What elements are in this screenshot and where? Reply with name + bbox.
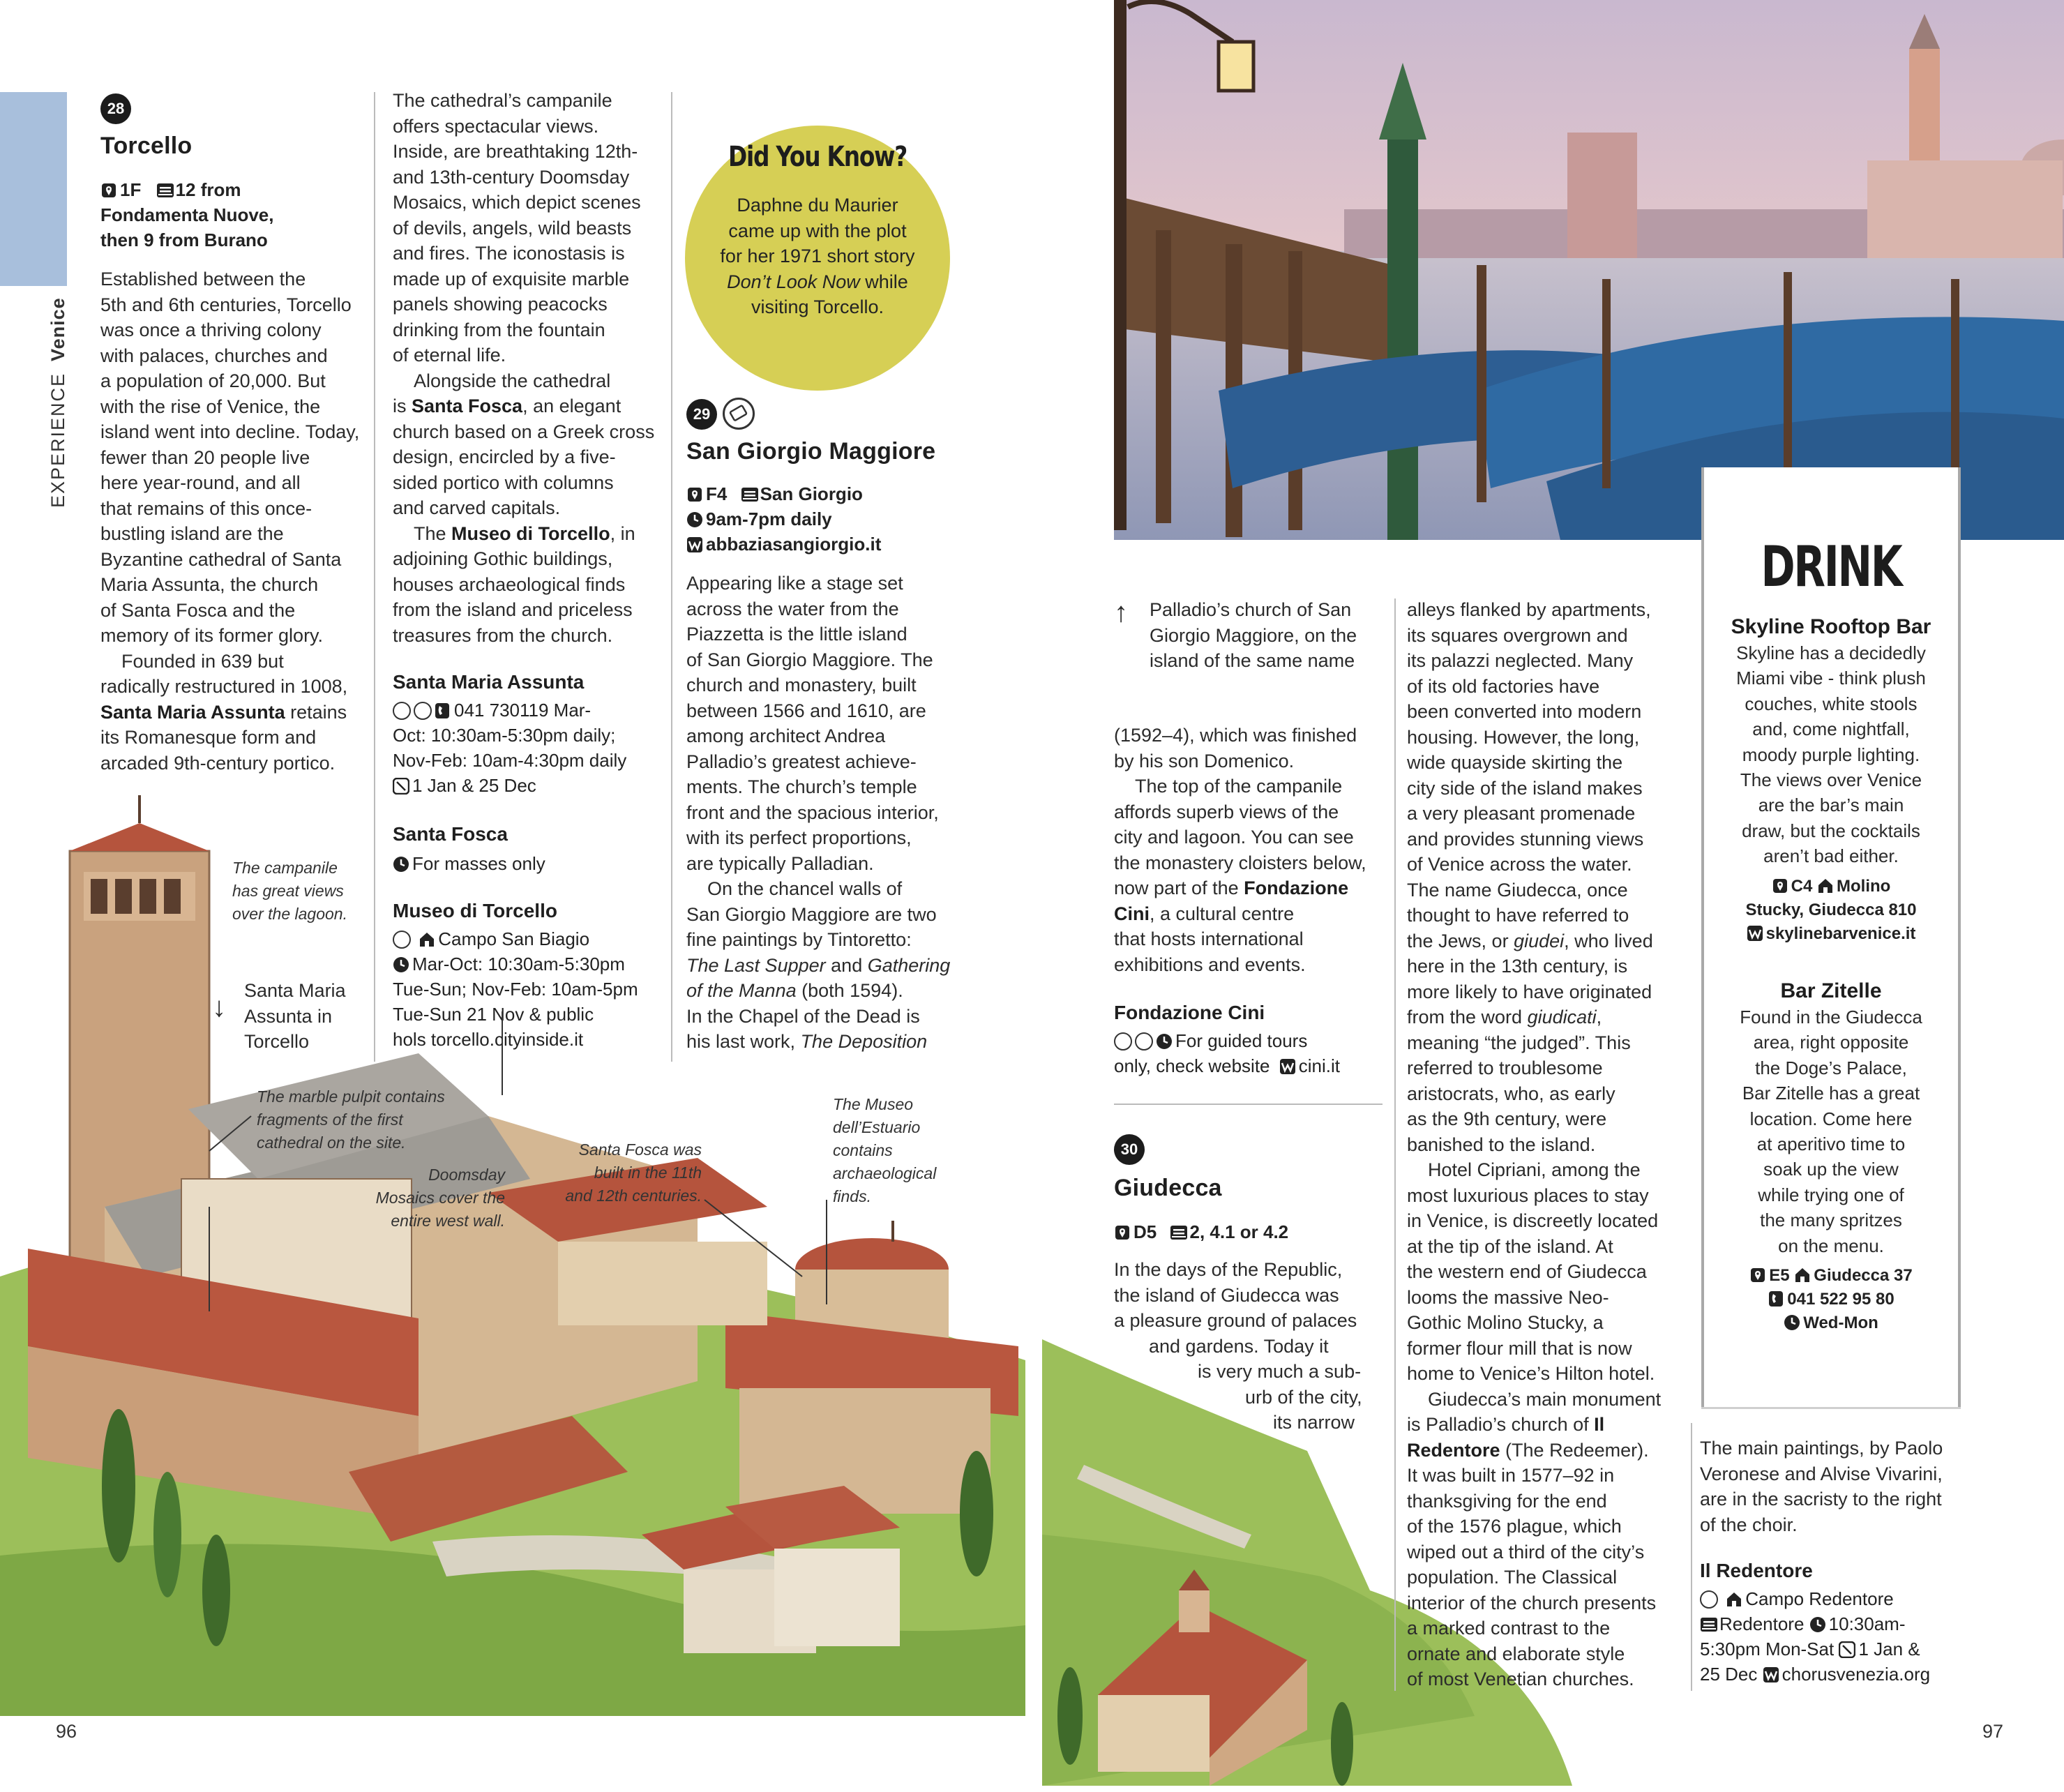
ferry-icon	[741, 484, 758, 501]
address-icon	[1817, 878, 1834, 894]
giudecca-body: In the days of the Republic, the island of Giudecca was a pleasure ground of palaces and gardens. Today it is very much a sub- urb of the city, its narrow	[1114, 1259, 1362, 1433]
san-giorgio-heading: San Giorgio Maggiore	[686, 438, 936, 465]
website-icon	[1763, 1664, 1779, 1681]
san-giorgio-body-continued: (1592–4), which was finished by his son Domenico. The top of the campanile affords superb views of the city and lagoon. You can see the monastery cloisters below, now part of the Fondazione Cini, a cultural centre that hosts international exhibitions and events.	[1114, 725, 1366, 975]
section-color-strip	[0, 92, 67, 286]
giudecca-heading: Giudecca	[1114, 1175, 1222, 1201]
website-icon	[1747, 925, 1763, 942]
page-number-right: 97	[1982, 1721, 2004, 1742]
clock-icon	[1784, 1314, 1800, 1331]
fondazione-cini-heading: Fondazione Cini	[1114, 1002, 1265, 1023]
address-icon	[1726, 1589, 1742, 1606]
torcello-heading: Torcello	[100, 133, 193, 159]
pulpit-caption: The marble pulpit contains fragments of the first cathedral on the site.	[257, 1087, 445, 1152]
phone-icon	[435, 700, 451, 717]
column-divider	[1691, 1423, 1692, 1691]
il-redentore-info: Campo Redentore Redentore 10:30am- 5:30pm Mon-Sat 1 Jan & 25 Dec chorusvenezia.org	[1700, 1588, 1931, 1685]
santa-maria-assunta-info: 041 730119 Mar- Oct: 10:30am-5:30pm daily; Nov-Feb: 10am-4:30pm daily 1 Jan & 25 Dec	[393, 700, 627, 796]
accessibility-icon	[1135, 1032, 1153, 1051]
torcello-illustration	[0, 788, 1032, 1716]
map-pin-icon	[686, 484, 703, 501]
drink-box	[1701, 467, 1961, 1409]
did-you-know-badge: Did You Know? Daphne du Maurier came up with the plot for her 1971 short story Don’t Look Now while visiting Torcello.	[685, 126, 950, 391]
santa-maria-assunta-heading: Santa Maria Assunta	[393, 671, 585, 693]
map-pin-icon	[1114, 1222, 1131, 1239]
san-giorgio-body: Appearing like a stage set across the water from the Piazzetta is the little island of San Giorgio Maggiore. The church and monastery, built between 1566 and 1610, are among architect Andrea Palladio’s greatest achieve- ments. The church’s temple front and the spacious interior, with its perfect proportions, are typically Palladian. On the chancel walls of San Giorgio Maggiore are two fine paintings by Tintoretto: The Last Supper and Gathering of the Manna (both 1594). In the Chapel of the Dead is his last work, The Deposition	[686, 573, 951, 1052]
entry-number-30: 30	[1114, 1134, 1145, 1165]
drink-box-left-border	[1701, 467, 1704, 1409]
il-redentore-body: The main paintings, by Paolo Veronese and Alvise Vivarini, are in the sacristy to the right of the choir.	[1700, 1438, 1943, 1535]
campanile-caption: The campanile has great views over the lagoon.	[232, 859, 347, 923]
museo-caption: The Museo dell’Estuario contains archaeological finds.	[833, 1095, 937, 1205]
ferry-icon	[1170, 1222, 1187, 1239]
ferry-icon	[1700, 1614, 1717, 1631]
section-side-label: EXPERIENCEVenice	[47, 297, 68, 508]
clock-icon	[1809, 1614, 1826, 1631]
website-icon	[1279, 1056, 1296, 1073]
map-pin-icon	[1772, 878, 1788, 894]
ticket-icon	[723, 398, 755, 430]
il-redentore-heading: Il Redentore	[1700, 1560, 1813, 1581]
map-pin-icon	[100, 180, 117, 197]
bar-zitelle-name: Bar Zitelle	[1780, 979, 1882, 1002]
down-arrow-icon: ↓	[212, 992, 226, 1023]
up-arrow-icon: ↑	[1114, 597, 1128, 628]
accessibility-icon	[414, 702, 432, 720]
fondazione-cini-info: For guided tours only, check website cini.it	[1114, 1030, 1340, 1076]
santa-fosca-heading: Santa Fosca	[393, 823, 508, 845]
santa-fosca-caption: Santa Fosca was built in the 11th and 12th centuries.	[565, 1140, 702, 1205]
column-divider	[1394, 598, 1396, 1691]
map-pin-icon	[1749, 1267, 1766, 1283]
address-icon	[1794, 1267, 1811, 1283]
illustration-main-caption: ↓ Santa Maria Assunta in Torcello	[212, 980, 346, 1052]
torcello-body: Established between the 5th and 6th centuries, Torcello was once a thriving colony with palaces, churches and a population of 20,000. But with the rise of Venice, the island went into decline. Today, fewer than 20 people live here year-round, and all that remains of this once- bustling island are the Byzantine cathedral of Santa Maria Assunta, the church of Santa Fosca and the memory of its former glory. Founded in 639 but radically restructured in 1008, Santa Maria Assunta retains its Romanesque form and arcaded 9th-century portico.	[100, 269, 360, 774]
audio-guide-icon	[1114, 1032, 1132, 1051]
page-number-left: 96	[56, 1721, 77, 1742]
venice-lagoon-photo	[1114, 0, 2064, 540]
entry-number-29: 29	[686, 399, 717, 430]
entry-number-28: 28	[100, 93, 131, 124]
photo-caption: Palladio’s church of San Giorgio Maggiore, on the island of the same name	[1150, 599, 1357, 671]
bar-zitelle-entry: Bar Zitelle Found in the Giudecca area, right opposite the Doge’s Palace, Bar Zitelle has a great location. Come here at aperitivo time to soak up the view while trying one of the many spritzes on the menu. E5 Giudecca 37 041 522 95 80 Wed-Mon	[1708, 979, 1954, 1335]
clock-icon	[686, 509, 703, 526]
drink-box-bottom-border	[1701, 1407, 1961, 1409]
drink-heading: DRINK	[1761, 534, 1901, 599]
drink-box-right-border	[1958, 467, 1961, 1409]
skyline-bar-name: Skyline Rooftop Bar	[1731, 615, 1931, 638]
right-page	[1032, 0, 2064, 1792]
torcello-body-continued: The cathedral’s campanile offers spectacular views. Inside, are breathtaking 12th- and 13th-century Doomsday Mosaics, which depict scenes of devils, angels, wild beasts and fires. The iconostasis is made up of exquisite marble panels showing peacocks drinking from the fountain of eternal life. Alongside the cathedral is Santa Fosca, an elegant church based on a Greek cross design, encircled by a five- sided portico with columns and carved capitals. The Museo di Torcello, in adjoining Gothic buildings, houses archaeological finds from the island and priceless treasures from the church.	[393, 90, 655, 646]
ferry-icon	[156, 180, 173, 197]
clock-icon	[1156, 1031, 1173, 1048]
giudecca-info: D5 2, 4.1 or 4.2	[1114, 1219, 1288, 1244]
santa-fosca-info: For masses only	[393, 851, 545, 876]
museo-di-torcello-heading: Museo di Torcello	[393, 900, 557, 921]
skyline-bar-entry: Skyline Rooftop Bar Skyline has a decidedly Miami vibe - think plush couches, white stools and, come nightfall, moody purple lighting. The views over Venice are the bar’s main draw, but the cocktails aren’t bad either. C4 Molino Stucky, Giudecca 810 skylinebarvenice.it	[1708, 615, 1954, 946]
audio-guide-icon	[1700, 1590, 1718, 1609]
giudecca-body-continued: alleys flanked by apartments, its squares overgrown and its palazzi neglected. Many of its old factories have been converted into modern housing. However, the long, wide quayside skirting the city side of the island makes a very pleasant promenade and provides stunning views of Venice across the water. The name Giudecca, once thought to have referred to the Jews, or giudei, who lived here in the 13th century, is more likely to have originated from the word giudicati, meaning “the judged”. This referred to troublesome aristocrats, who, as early as the 9th century, were banished to the island. Hotel Cipriani, among the most luxurious places to stay in Venice, is discreetly located at the tip of the island. At the western end of Giudecca looms the massive Neo- Gothic Molino Stucky, a former flour mill that is now home to Venice’s Hilton hotel. Giudecca’s main monument is Palladio’s church of Il Redentore (The Redeemer). It was built in 1577–92 in thanksgiving for the end of the 1576 plague, which wiped out a third of the city’s population. The Classical interior of the church presents a marked contrast to the ornate and elaborate style of most Venetian churches.	[1407, 599, 1662, 1689]
phone-icon	[1768, 1290, 1784, 1307]
museo-di-torcello-info: Campo San Biagio Mar-Oct: 10:30am-5:30pm Tue-Sun; Nov-Feb: 10am-5pm Tue-Sun 21 Nov & public hols torcello.cityinside.it	[393, 928, 638, 1050]
section-divider	[1114, 1104, 1383, 1105]
torcello-info: 1F 12 from Fondamenta Nuove, then 9 from Burano	[100, 179, 274, 250]
closed-icon	[1839, 1639, 1855, 1656]
website-icon	[686, 534, 703, 551]
audio-guide-icon	[393, 702, 411, 720]
doomsday-caption: Doomsday Mosaics cover the entire west wall.	[375, 1166, 505, 1230]
san-giorgio-info: F4 San Giorgio 9am-7pm daily abbaziasangiorgio.it	[686, 481, 965, 557]
